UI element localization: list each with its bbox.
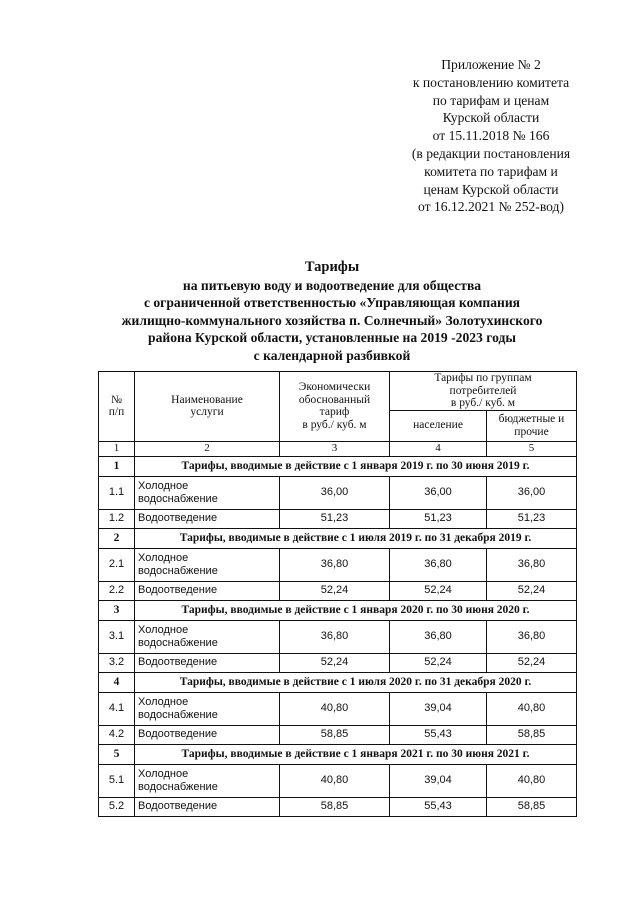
row-number: 2.1 [99, 548, 135, 581]
service-name: Холодное водоснабжение [135, 476, 280, 509]
budget-tariff-value: 36,80 [487, 620, 577, 653]
table-row [99, 692, 577, 725]
group-number: 3 [99, 600, 135, 620]
header-service: Наименование услуги [135, 372, 280, 442]
appendix-line: от 16.12.2021 № 252-вод) [418, 199, 564, 215]
service-name: Холодное водоснабжение [135, 620, 280, 653]
appendix-line: (в редакции постановления [411, 145, 571, 161]
group-title: Тарифы, вводимые в действие с 1 января 2019 г. по 30 июня 2019 г. [135, 456, 577, 476]
service-name: Водоотведение [135, 797, 280, 816]
row-number: 1.2 [99, 509, 135, 528]
tariffs-table [98, 371, 577, 817]
title-main: Тарифы [304, 259, 360, 275]
econ-tariff-value: 51,23 [280, 509, 390, 528]
row-number: 3.1 [99, 620, 135, 653]
table-row [99, 764, 577, 797]
table-row [99, 581, 577, 600]
econ-tariff-value: 36,80 [280, 620, 390, 653]
budget-tariff-value: 58,85 [487, 797, 577, 816]
population-tariff-value: 39,04 [390, 764, 487, 797]
appendix-line: Курской области [442, 110, 540, 126]
table-row [99, 797, 577, 816]
row-number: 4.2 [99, 725, 135, 744]
service-name: Водоотведение [135, 653, 280, 672]
econ-tariff-value: 36,80 [280, 548, 390, 581]
title-line: жилищно-коммунального хозяйства п. Солнечный» Золотухинского [121, 312, 543, 328]
group-number: 1 [99, 456, 135, 476]
population-tariff-value: 55,43 [390, 797, 487, 816]
budget-tariff-value: 52,24 [487, 581, 577, 600]
header-econ-tariff: Экономически обоснованный тариф в руб./ куб. м [280, 372, 390, 442]
table-row [99, 509, 577, 528]
service-name: Холодное водоснабжение [135, 764, 280, 797]
budget-tariff-value: 40,80 [487, 692, 577, 725]
appendix-reference [385, 56, 597, 216]
index-cell: 1 [99, 441, 135, 456]
budget-tariff-value: 40,80 [487, 764, 577, 797]
budget-tariff-value: 58,85 [487, 725, 577, 744]
row-number: 5.2 [99, 797, 135, 816]
title-line: района Курской области, установленные на 2019 -2023 годы [148, 330, 516, 346]
group-number: 5 [99, 744, 135, 764]
group-title: Тарифы, вводимые в действие с 1 января 2021 г. по 30 июня 2021 г. [135, 744, 577, 764]
appendix-line: комитета по тарифам и [424, 163, 558, 179]
group-title: Тарифы, вводимые в действие с 1 июля 2020 г. по 31 декабря 2020 г. [135, 672, 577, 692]
econ-tariff-value: 40,80 [280, 764, 390, 797]
econ-tariff-value: 52,24 [280, 581, 390, 600]
group-header-row [99, 528, 577, 548]
service-name: Холодное водоснабжение [135, 692, 280, 725]
group-header-row [99, 672, 577, 692]
population-tariff-value: 52,24 [390, 581, 487, 600]
index-cell: 3 [280, 441, 390, 456]
table-row [99, 476, 577, 509]
appendix-line: к постановлению комитета [412, 74, 570, 90]
population-tariff-value: 36,80 [390, 620, 487, 653]
appendix-line: ценам Курской области [423, 181, 559, 197]
group-header-row [99, 744, 577, 764]
budget-tariff-value: 51,23 [487, 509, 577, 528]
budget-tariff-value: 52,24 [487, 653, 577, 672]
population-tariff-value: 39,04 [390, 692, 487, 725]
population-tariff-value: 36,00 [390, 476, 487, 509]
header-consumer-groups: Тарифы по группам потребителей в руб./ куб. м [390, 372, 577, 411]
service-name: Водоотведение [135, 725, 280, 744]
service-name: Холодное водоснабжение [135, 548, 280, 581]
row-number: 2.2 [99, 581, 135, 600]
population-tariff-value: 36,80 [390, 548, 487, 581]
appendix-line: по тарифам и ценам [432, 92, 550, 108]
service-name: Водоотведение [135, 509, 280, 528]
header-num: № п/п [99, 372, 135, 442]
header-population: население [390, 410, 487, 441]
header-budget: бюджетные и прочие [487, 410, 577, 441]
index-cell: 5 [487, 441, 577, 456]
budget-tariff-value: 36,00 [487, 476, 577, 509]
table-row [99, 653, 577, 672]
group-title: Тарифы, вводимые в действие с 1 января 2020 г. по 30 июня 2020 г. [135, 600, 577, 620]
row-number: 5.1 [99, 764, 135, 797]
title-line: с календарной разбивкой [253, 347, 411, 363]
group-header-row [99, 456, 577, 476]
econ-tariff-value: 58,85 [280, 797, 390, 816]
econ-tariff-value: 52,24 [280, 653, 390, 672]
group-number: 2 [99, 528, 135, 548]
row-number: 4.1 [99, 692, 135, 725]
population-tariff-value: 52,24 [390, 653, 487, 672]
index-row [99, 441, 577, 456]
table-row [99, 725, 577, 744]
table-row [99, 548, 577, 581]
title-line: с ограниченной ответственностью «Управляющая компания [143, 295, 521, 311]
appendix-line: Приложение № 2 [441, 57, 541, 72]
group-title: Тарифы, вводимые в действие с 1 июля 2019 г. по 31 декабря 2019 г. [135, 528, 577, 548]
group-number: 4 [99, 672, 135, 692]
row-number: 1.1 [99, 476, 135, 509]
econ-tariff-value: 40,80 [280, 692, 390, 725]
budget-tariff-value: 36,80 [487, 548, 577, 581]
group-header-row [99, 600, 577, 620]
econ-tariff-value: 36,00 [280, 476, 390, 509]
econ-tariff-value: 58,85 [280, 725, 390, 744]
population-tariff-value: 51,23 [390, 509, 487, 528]
table-row [99, 620, 577, 653]
population-tariff-value: 55,43 [390, 725, 487, 744]
index-cell: 2 [135, 441, 280, 456]
index-cell: 4 [390, 441, 487, 456]
document-title [60, 259, 604, 365]
appendix-line: от 15.11.2018 № 166 [432, 128, 550, 144]
title-line: на питьевую воду и водоотведение для общества [182, 277, 482, 293]
row-number: 3.2 [99, 653, 135, 672]
service-name: Водоотведение [135, 581, 280, 600]
